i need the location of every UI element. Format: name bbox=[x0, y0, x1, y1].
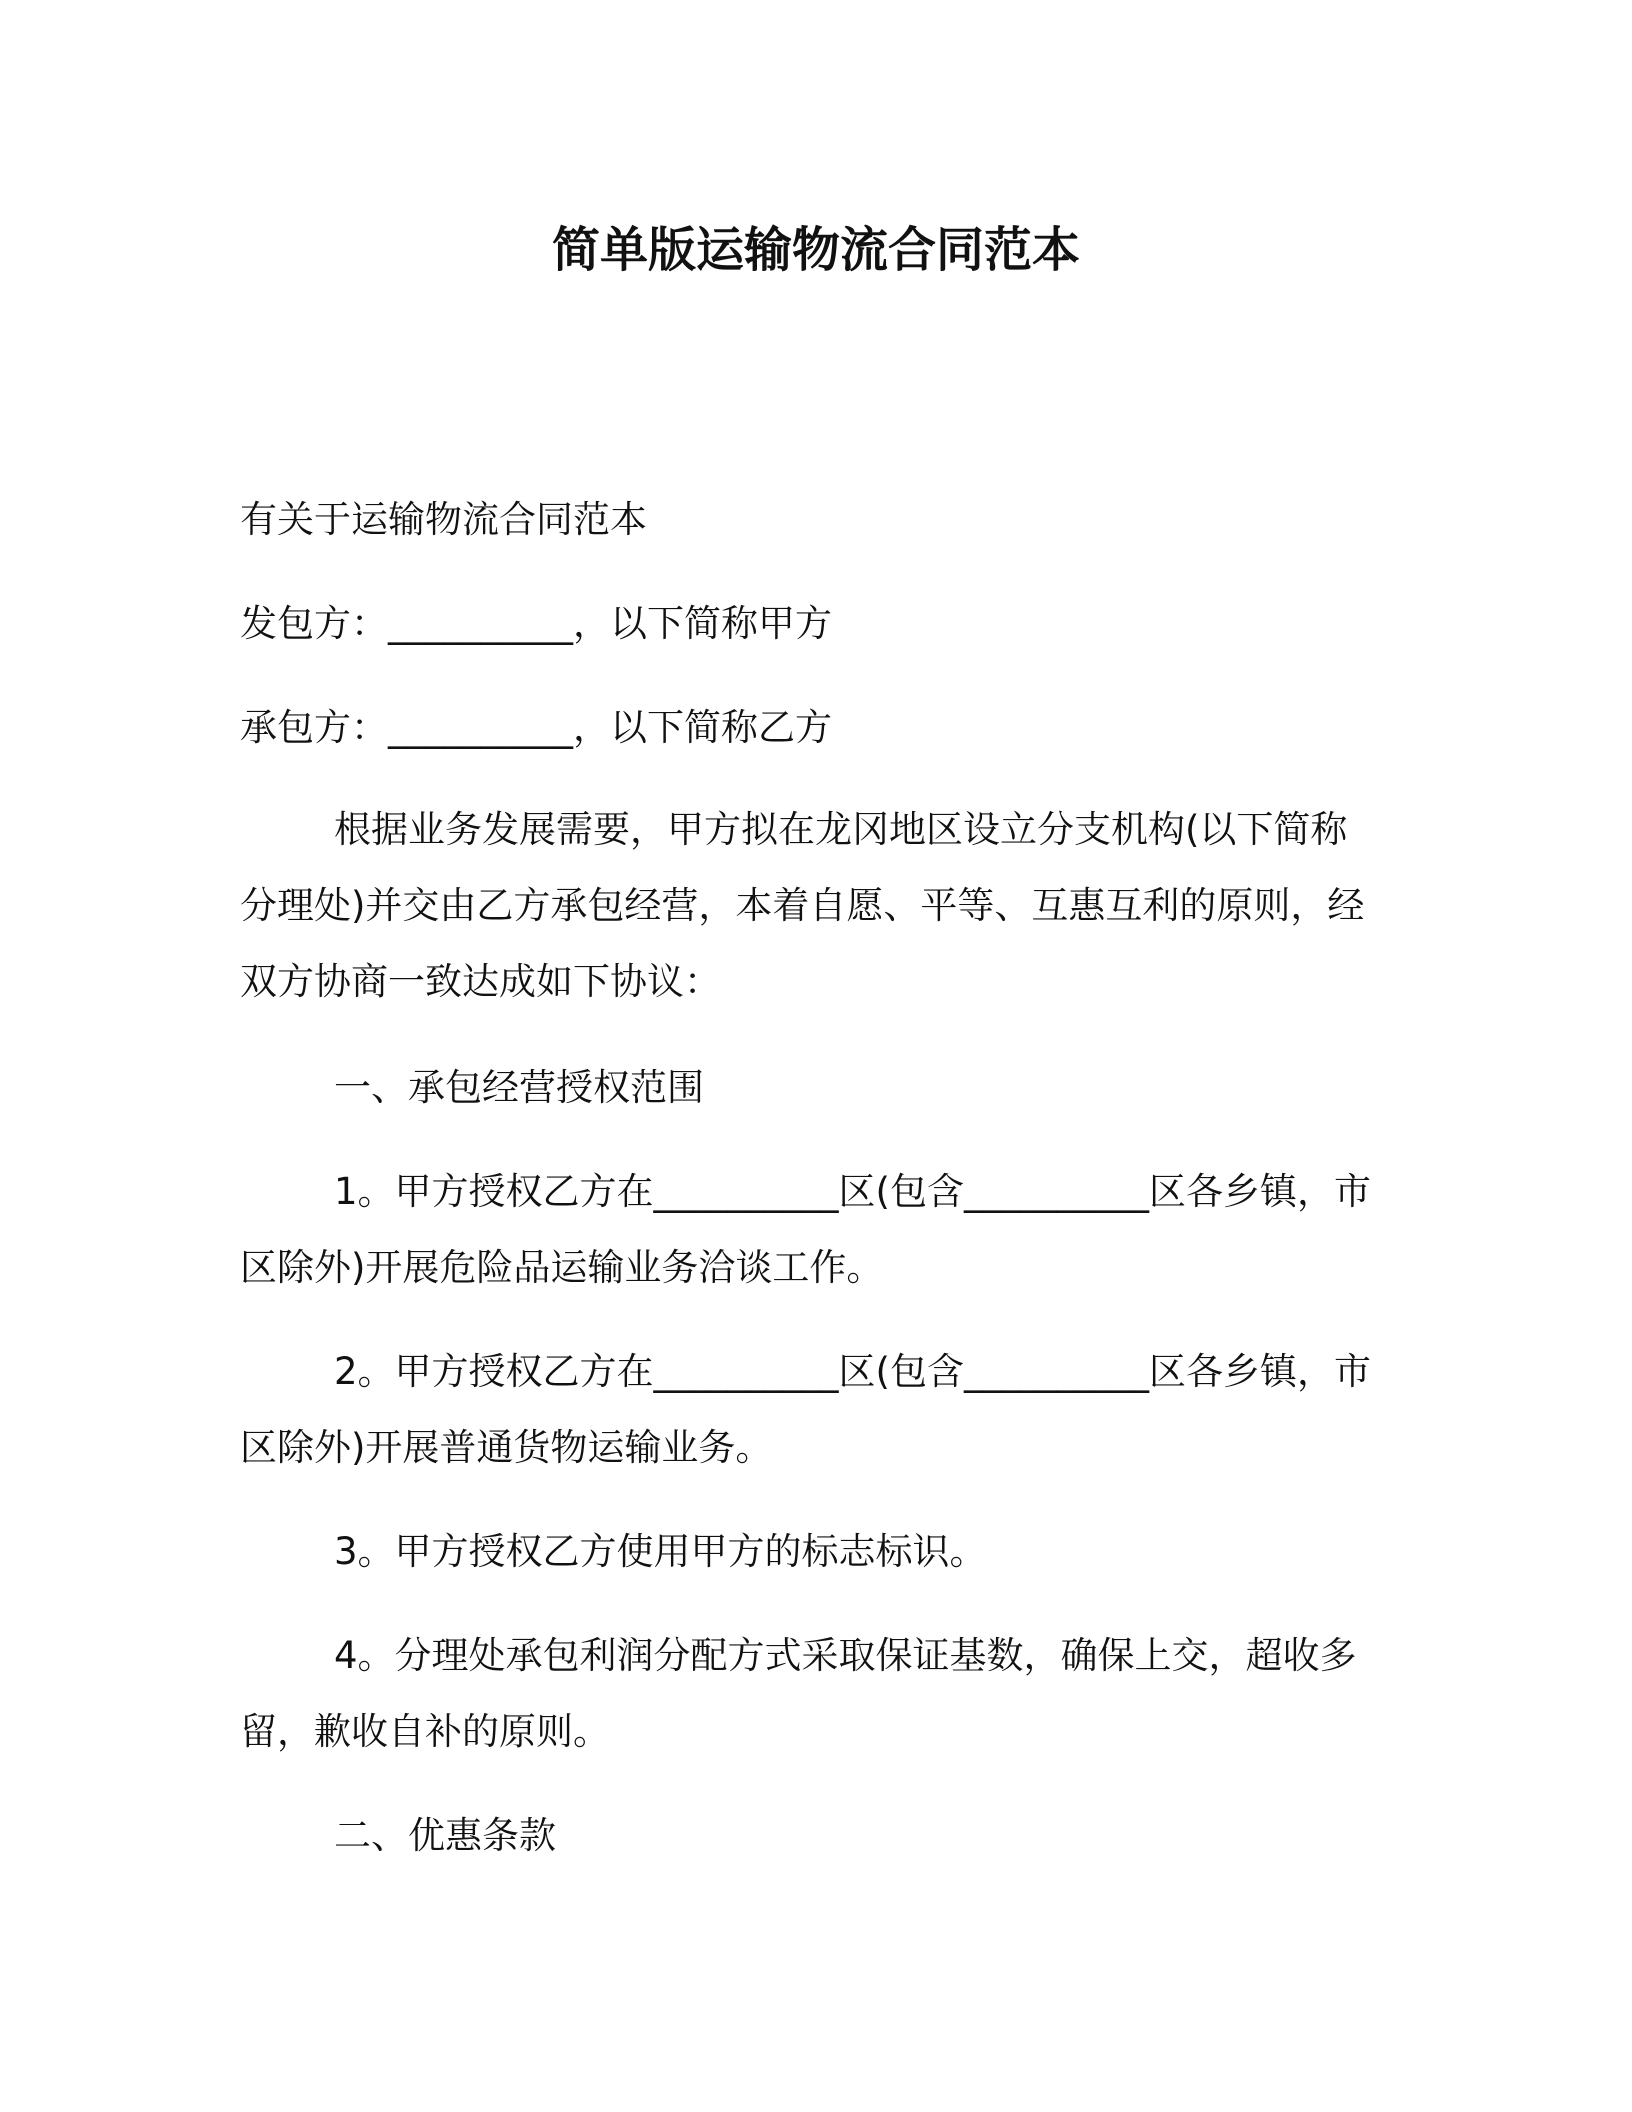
paragraph-preamble: 根据业务发展需要，甲方拟在龙冈地区设立分支机构(以下简称分理处)并交由乙方承包经营，本着自愿、平等、互惠互利的原则，经双方协商一致达成如下协议： bbox=[240, 808, 1365, 1003]
clause-3: 3。甲方授权乙方使用甲方的标志标识。 bbox=[334, 1530, 987, 1573]
section-heading-1: 一、承包经营授权范围 bbox=[334, 1066, 704, 1109]
section-heading-2: 二、优惠条款 bbox=[334, 1814, 556, 1857]
paragraph-issuer: 发包方：__________，以下简称甲方 bbox=[240, 602, 832, 645]
clause-4: 4。分理处承包利润分配方式采取保证基数，确保上交，超收多留，歉收自补的原则。 bbox=[240, 1634, 1357, 1753]
paragraph-contractor: 承包方：__________，以下简称乙方 bbox=[240, 706, 832, 749]
clause-1: 1。甲方授权乙方在__________区(包含__________区各乡镇，市区除外)开展危险品运输业务洽谈工作。 bbox=[240, 1170, 1371, 1289]
clause-2: 2。甲方授权乙方在__________区(包含__________区各乡镇，市区除外)开展普通货物运输业务。 bbox=[240, 1350, 1371, 1469]
paragraph-subtitle: 有关于运输物流合同范本 bbox=[240, 498, 647, 541]
document-title: 简单版运输物流合同范本 bbox=[551, 222, 1080, 278]
